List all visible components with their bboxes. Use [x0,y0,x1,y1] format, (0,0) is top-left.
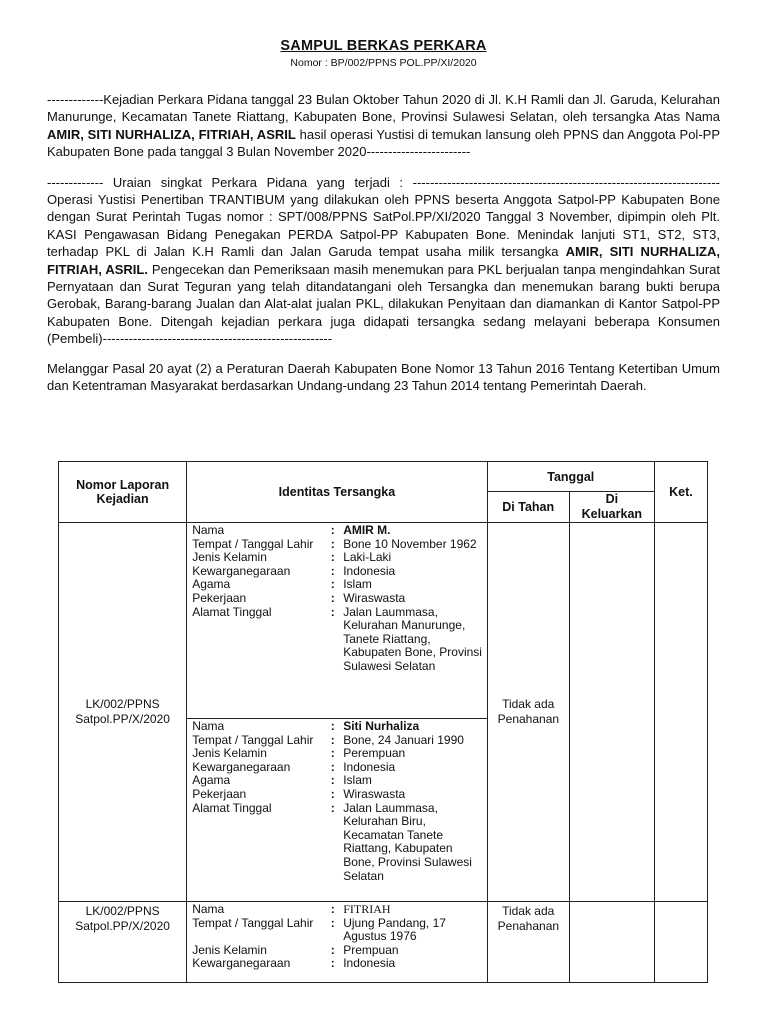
suspect-religion: Islam [343,773,372,788]
field-colon: : [330,732,335,747]
field-colon: : [330,915,335,930]
field-label: Kewarganegaraan [192,956,291,971]
incident-text-b: hasil operasi Yustisi di temukan lansung oleh PPNS dan Anggota Pol-PP Kabupaten Bone pada tanggal 3 Bulan November 2020------------------------ [47,126,720,160]
suspect-birth: Bone, 24 Januari 1990 [343,732,464,747]
document-number: Nomor : BP/002/PPNS POL.PP/XI/2020 [290,57,477,69]
suspect-gender: Laki-Laki [343,550,392,565]
suspect-nationality: Indonesia [343,563,396,578]
row2-di-keluarkan [569,902,654,983]
field-label: Jenis Kelamin [192,550,267,565]
suspect-identity-fitriah [187,902,487,983]
identity-fields [187,720,486,883]
suspect-occupation: Wiraswasta [343,786,406,801]
field-label: Nama [192,902,225,916]
field-label: Jenis Kelamin [192,746,267,761]
header-di-keluarkan: Di Keluarkan [569,492,654,523]
header-tanggal: Tanggal [487,462,654,492]
field-colon: : [330,563,335,578]
field-colon: : [330,523,335,537]
document-page [47,38,720,395]
field-label: Alamat Tinggal [192,604,272,619]
identity-fields [187,524,486,674]
summary-paragraph [47,174,720,348]
field-label: Kewarganegaraan [192,563,291,578]
field-colon: : [330,759,335,774]
row1-di-tahan: Tidak ada Penahanan [487,523,569,902]
field-colon: : [330,590,335,605]
field-colon: : [330,536,335,551]
suspect-gender: Prempuan [343,942,399,957]
suspect-nationality: Indonesia [343,956,396,971]
suspect-gender: Perempuan [343,746,406,761]
suspect-religion: Islam [343,577,372,592]
row1-nomor-laporan: LK/002/PPNS Satpol.PP/X/2020 [59,523,187,902]
incident-suspect-names: AMIR, SITI NURHALIZA, FITRIAH, ASRIL [47,126,296,142]
incident-text-a: -------------Kejadian Perkara Pidana tanggal 23 Bulan Oktober Tahun 2020 di Jl. K.H Ramli dan Jl. Garuda, Kelurahan Manurunge, Kecamatan Tanete Riattang, Kabupaten Bone, Provinsi Sulawesi Selatan, oleh tersangka Atas Nama [47,92,720,125]
field-colon: : [330,773,335,788]
suspect-identity-amir [187,523,487,719]
suspect-name: Siti Nurhaliza [343,719,420,733]
header-nomor-laporan: Nomor Laporan Kejadian [59,462,187,523]
row1-ket [654,523,707,902]
field-colon: : [330,800,335,815]
field-colon: : [330,902,335,916]
field-colon: : [330,550,335,565]
document-title: SAMPUL BERKAS PERKARA [280,38,487,54]
field-colon: : [330,719,335,733]
field-colon: : [330,604,335,619]
suspect-address: Jalan Laummasa, Kelurahan Biru, Kecamatan Tanete Riattang, Kabupaten Bone, Provinsi Sulawesi Selatan [343,800,472,883]
violation-paragraph: Melanggar Pasal 20 ayat (2) a Peraturan Daerah Kabupaten Bone Nomor 13 Tahun 2016 Tentang Ketertiban Umum dan Ketentraman Masyarakat berdasarkan Undang-undang 23 Tahun 2014 tentang Pemerintah Daerah. [47,360,720,394]
suspect-address: Jalan Laummasa, Kelurahan Manurunge, Tanete Riattang, Kabupaten Bone, Provinsi Sulawesi Selatan [343,604,482,673]
field-label: Kewarganegaraan [192,759,291,774]
field-label: Tempat / Tanggal Lahir [192,536,314,551]
summary-text-a: ------------- Uraian singkat Perkara Pidana yang terjadi : ----------------------------------------------------------------------- Operasi Yustisi Penertiban TRANTIBUM yang dilakukan oleh PPNS beserta Anggota Satpol-PP Kabupaten Bone dengan Surat Perintah Tugas nomor : SPT/008/PPNS SatPol.PP/XI/2020 Tanggal 3 November, dipimpin oleh Plt. KASI Pengawasan Bidang Penegakan PERDA Satpol-PP Kabupaten Bone. Menindak lanjuti ST1, ST2, ST3, terhadap PKL di Jalan K.H Ramli dan Jalan Garuda tempat usaha milik tersangka [47,174,720,260]
header-ket: Ket. [654,462,707,523]
row2-nomor-laporan: LK/002/PPNS Satpol.PP/X/2020 [59,902,187,983]
field-label: Agama [192,773,231,788]
identity-fields [187,903,486,971]
suspect-identity-siti [187,719,487,902]
field-label: Nama [192,523,225,537]
suspect-nationality: Indonesia [343,759,396,774]
field-colon: : [330,577,335,592]
field-label: Pekerjaan [192,786,247,801]
row2-ket [654,902,707,983]
field-label: Nama [192,719,225,733]
suspect-name: AMIR M. [343,523,391,537]
field-colon: : [330,786,335,801]
field-label: Tempat / Tanggal Lahir [192,915,314,930]
field-label: Pekerjaan [192,590,247,605]
summary-suspect-names: AMIR, SITI NURHALIZA, FITRIAH, ASRIL. [47,244,720,277]
suspect-birth: Bone 10 November 1962 [343,536,477,551]
summary-text-b: Pengecekan dan Pemeriksaan masih menemukan para PKL berjualan tanpa mengindahkan Surat Pernyataan dan Surat Teguran yang telah ditandatangani oleh Tersangka dan menemukan barang bukti berupa Gerobak, Barang-barang Jualan dan Alat-alat jualan PKL, dilakukan Penyitaan dan diamankan di Kantor Satpol-PP Kabupaten Bone. Ditengah kejadian perkara juga didapati tersangka sedang melayani beberapa Konsumen (Pembeli)----------------------------------------------------- [47,261,720,347]
suspect-birth: Ujung Pandang, 17 Agustus 1976 [343,915,446,944]
field-colon: : [330,746,335,761]
row2-di-tahan: Tidak ada Penahanan [487,902,569,983]
field-label: Alamat Tinggal [192,800,272,815]
suspect-occupation: Wiraswasta [343,590,406,605]
header-identitas: Identitas Tersangka [187,462,487,523]
header-di-tahan: Di Tahan [487,492,569,523]
suspect-name: FITRIAH [343,902,391,916]
row1-di-keluarkan [569,523,654,902]
field-label: Jenis Kelamin [192,942,267,957]
field-colon: : [330,956,335,971]
field-label: Agama [192,577,231,592]
suspect-table [58,461,708,983]
field-colon: : [330,942,335,957]
field-label: Tempat / Tanggal Lahir [192,732,314,747]
incident-paragraph [47,91,720,161]
